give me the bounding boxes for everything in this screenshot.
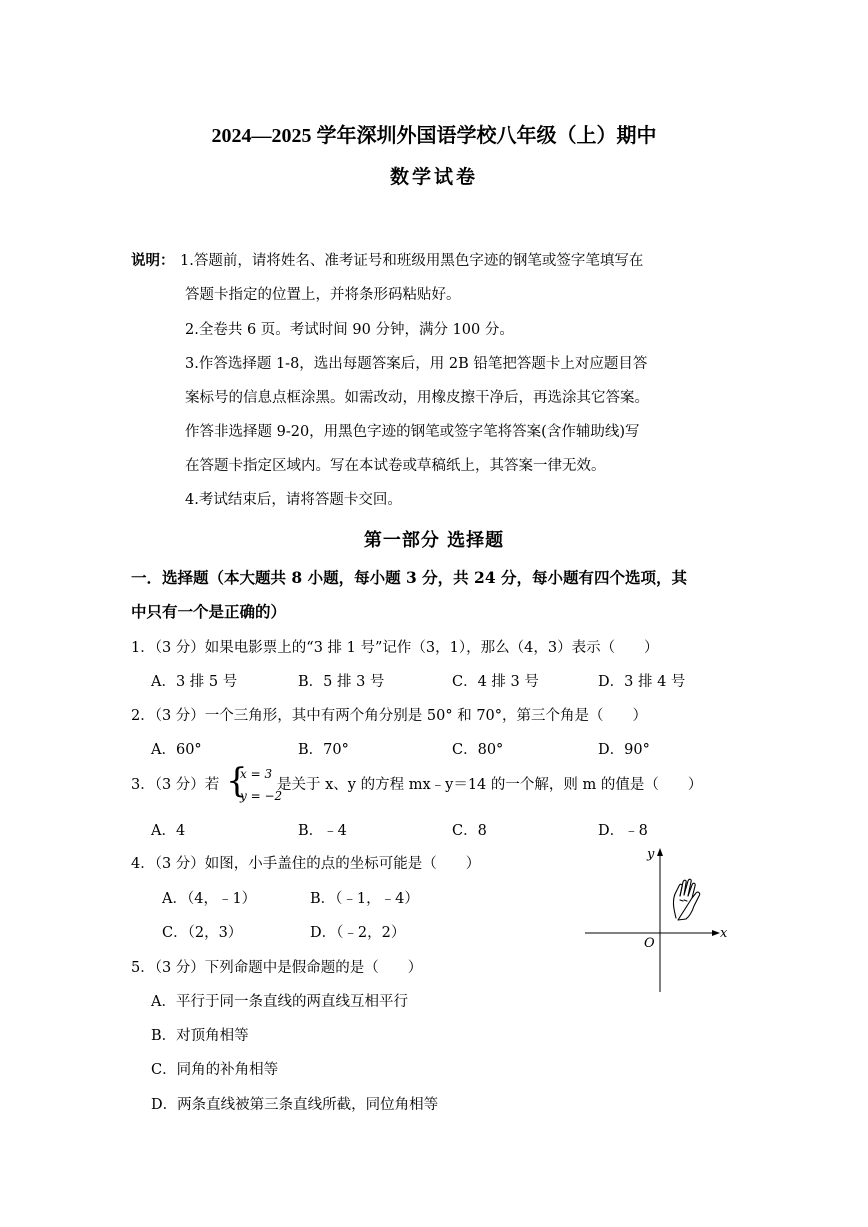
question-4-option-b: B．（﹣1，﹣4） xyxy=(310,891,419,907)
x-axis-arrow xyxy=(712,930,720,936)
question-3-stem: 是关于 x、y 的方程 mx﹣y＝14 的一个解，则 m 的值是（ ） xyxy=(277,777,703,793)
question-5-stem: 5．（3 分）下列命题中是假命题的是（ ） xyxy=(131,960,423,976)
y-axis-label: y xyxy=(647,847,655,862)
question-1-option-c: C．4 排 3 号 xyxy=(452,674,539,690)
instruction-2: 2.全卷共 6 页。考试时间 90 分钟，满分 100 分。 xyxy=(185,322,514,338)
instruction-3-cont-c: 在答题卡指定区域内。写在本试卷或草稿纸上，其答案一律无效。 xyxy=(185,458,606,474)
question-2-option-b: B．70° xyxy=(298,742,349,758)
equation-x: x = 3 xyxy=(240,767,273,781)
instruction-3-cont-b: 作答非选择题 9-20，用黑色字迹的钢笔或签字笔将答案(含作辅助线)写 xyxy=(185,424,640,440)
question-3-option-c: C．8 xyxy=(452,823,487,839)
question-3-option-d: D．﹣8 xyxy=(598,823,648,839)
instruction-1: 1.答题前，请将姓名、准考证号和班级用黑色字迹的钢笔或签字笔填写在 xyxy=(180,253,644,269)
question-1-option-a: A．3 排 5 号 xyxy=(151,674,238,690)
question-3-option-a: A．4 xyxy=(151,823,186,839)
question-4-stem: 4．（3 分）如图，小手盖住的点的坐标可能是（ ） xyxy=(131,856,481,872)
origin-label: O xyxy=(644,936,655,951)
question-3-option-b: B．﹣4 xyxy=(298,823,347,839)
question-4-option-d: D．（﹣2，2） xyxy=(310,925,406,941)
question-4-option-a: A．（4，﹣1） xyxy=(162,891,257,907)
y-axis-arrow xyxy=(657,848,663,856)
instruction-3: 3.作答选择题 1-8，选出每题答案后，用 2B 铅笔把答题卡上对应题目答 xyxy=(185,356,648,372)
question-1-option-d: D．3 排 4 号 xyxy=(598,674,686,690)
question-2-option-a: A．60° xyxy=(151,742,202,758)
equation-y: y = −2 xyxy=(240,789,283,803)
question-2-option-d: D．90° xyxy=(598,742,650,758)
question-2-stem: 2．（3 分）一个三角形，其中有两个角分别是 50° 和 70°，第三个角是（ ） xyxy=(131,708,648,724)
exam-subtitle: 数学试卷 xyxy=(389,166,478,188)
exam-title: 2024—2025 学年深圳外国语学校八年级（上）期中 xyxy=(211,125,657,147)
question-5-option-c: C．同角的补角相等 xyxy=(151,1062,279,1078)
instruction-4: 4.考试结束后，请将答题卡交回。 xyxy=(185,492,402,508)
question-4-option-c: C．（2，3） xyxy=(162,925,243,941)
question-5-option-d: D．两条直线被第三条直线所截，同位角相等 xyxy=(151,1097,439,1113)
question-3-prefix: 3．（3 分）若 xyxy=(131,777,220,793)
instruction-3-cont-a: 案标号的信息点框涂黑。如需改动，用橡皮擦干净后，再选涂其它答案。 xyxy=(185,390,649,406)
part1-title: 第一部分 选择题 xyxy=(363,530,505,551)
question-1-stem: 1．（3 分）如果电影票上的“3 排 1 号”记作（3，1），那么（4，3）表示（ ） xyxy=(131,640,659,656)
instruction-1-cont: 答题卡指定的位置上，并将条形码粘贴好。 xyxy=(185,287,461,303)
section1-heading: 一．选择题（本大题共 8 小题，每小题 3 分，共 24 分，每小题有四个选项，其 xyxy=(131,568,688,587)
question-5-option-b: B．对顶角相等 xyxy=(151,1028,249,1044)
question-1-option-b: B．5 排 3 号 xyxy=(298,674,385,690)
question-2-option-c: C．80° xyxy=(452,742,504,758)
section1-heading-cont: 中只有一个是正确的） xyxy=(131,602,287,621)
instructions-label: 说明： xyxy=(131,252,175,269)
coordinate-figure xyxy=(580,840,740,1000)
question-5-option-a: A．平行于同一条直线的两直线互相平行 xyxy=(151,994,408,1010)
equation-system-brace: { xyxy=(226,761,248,801)
x-axis-label: x xyxy=(720,926,728,941)
hand-icon xyxy=(673,879,699,920)
